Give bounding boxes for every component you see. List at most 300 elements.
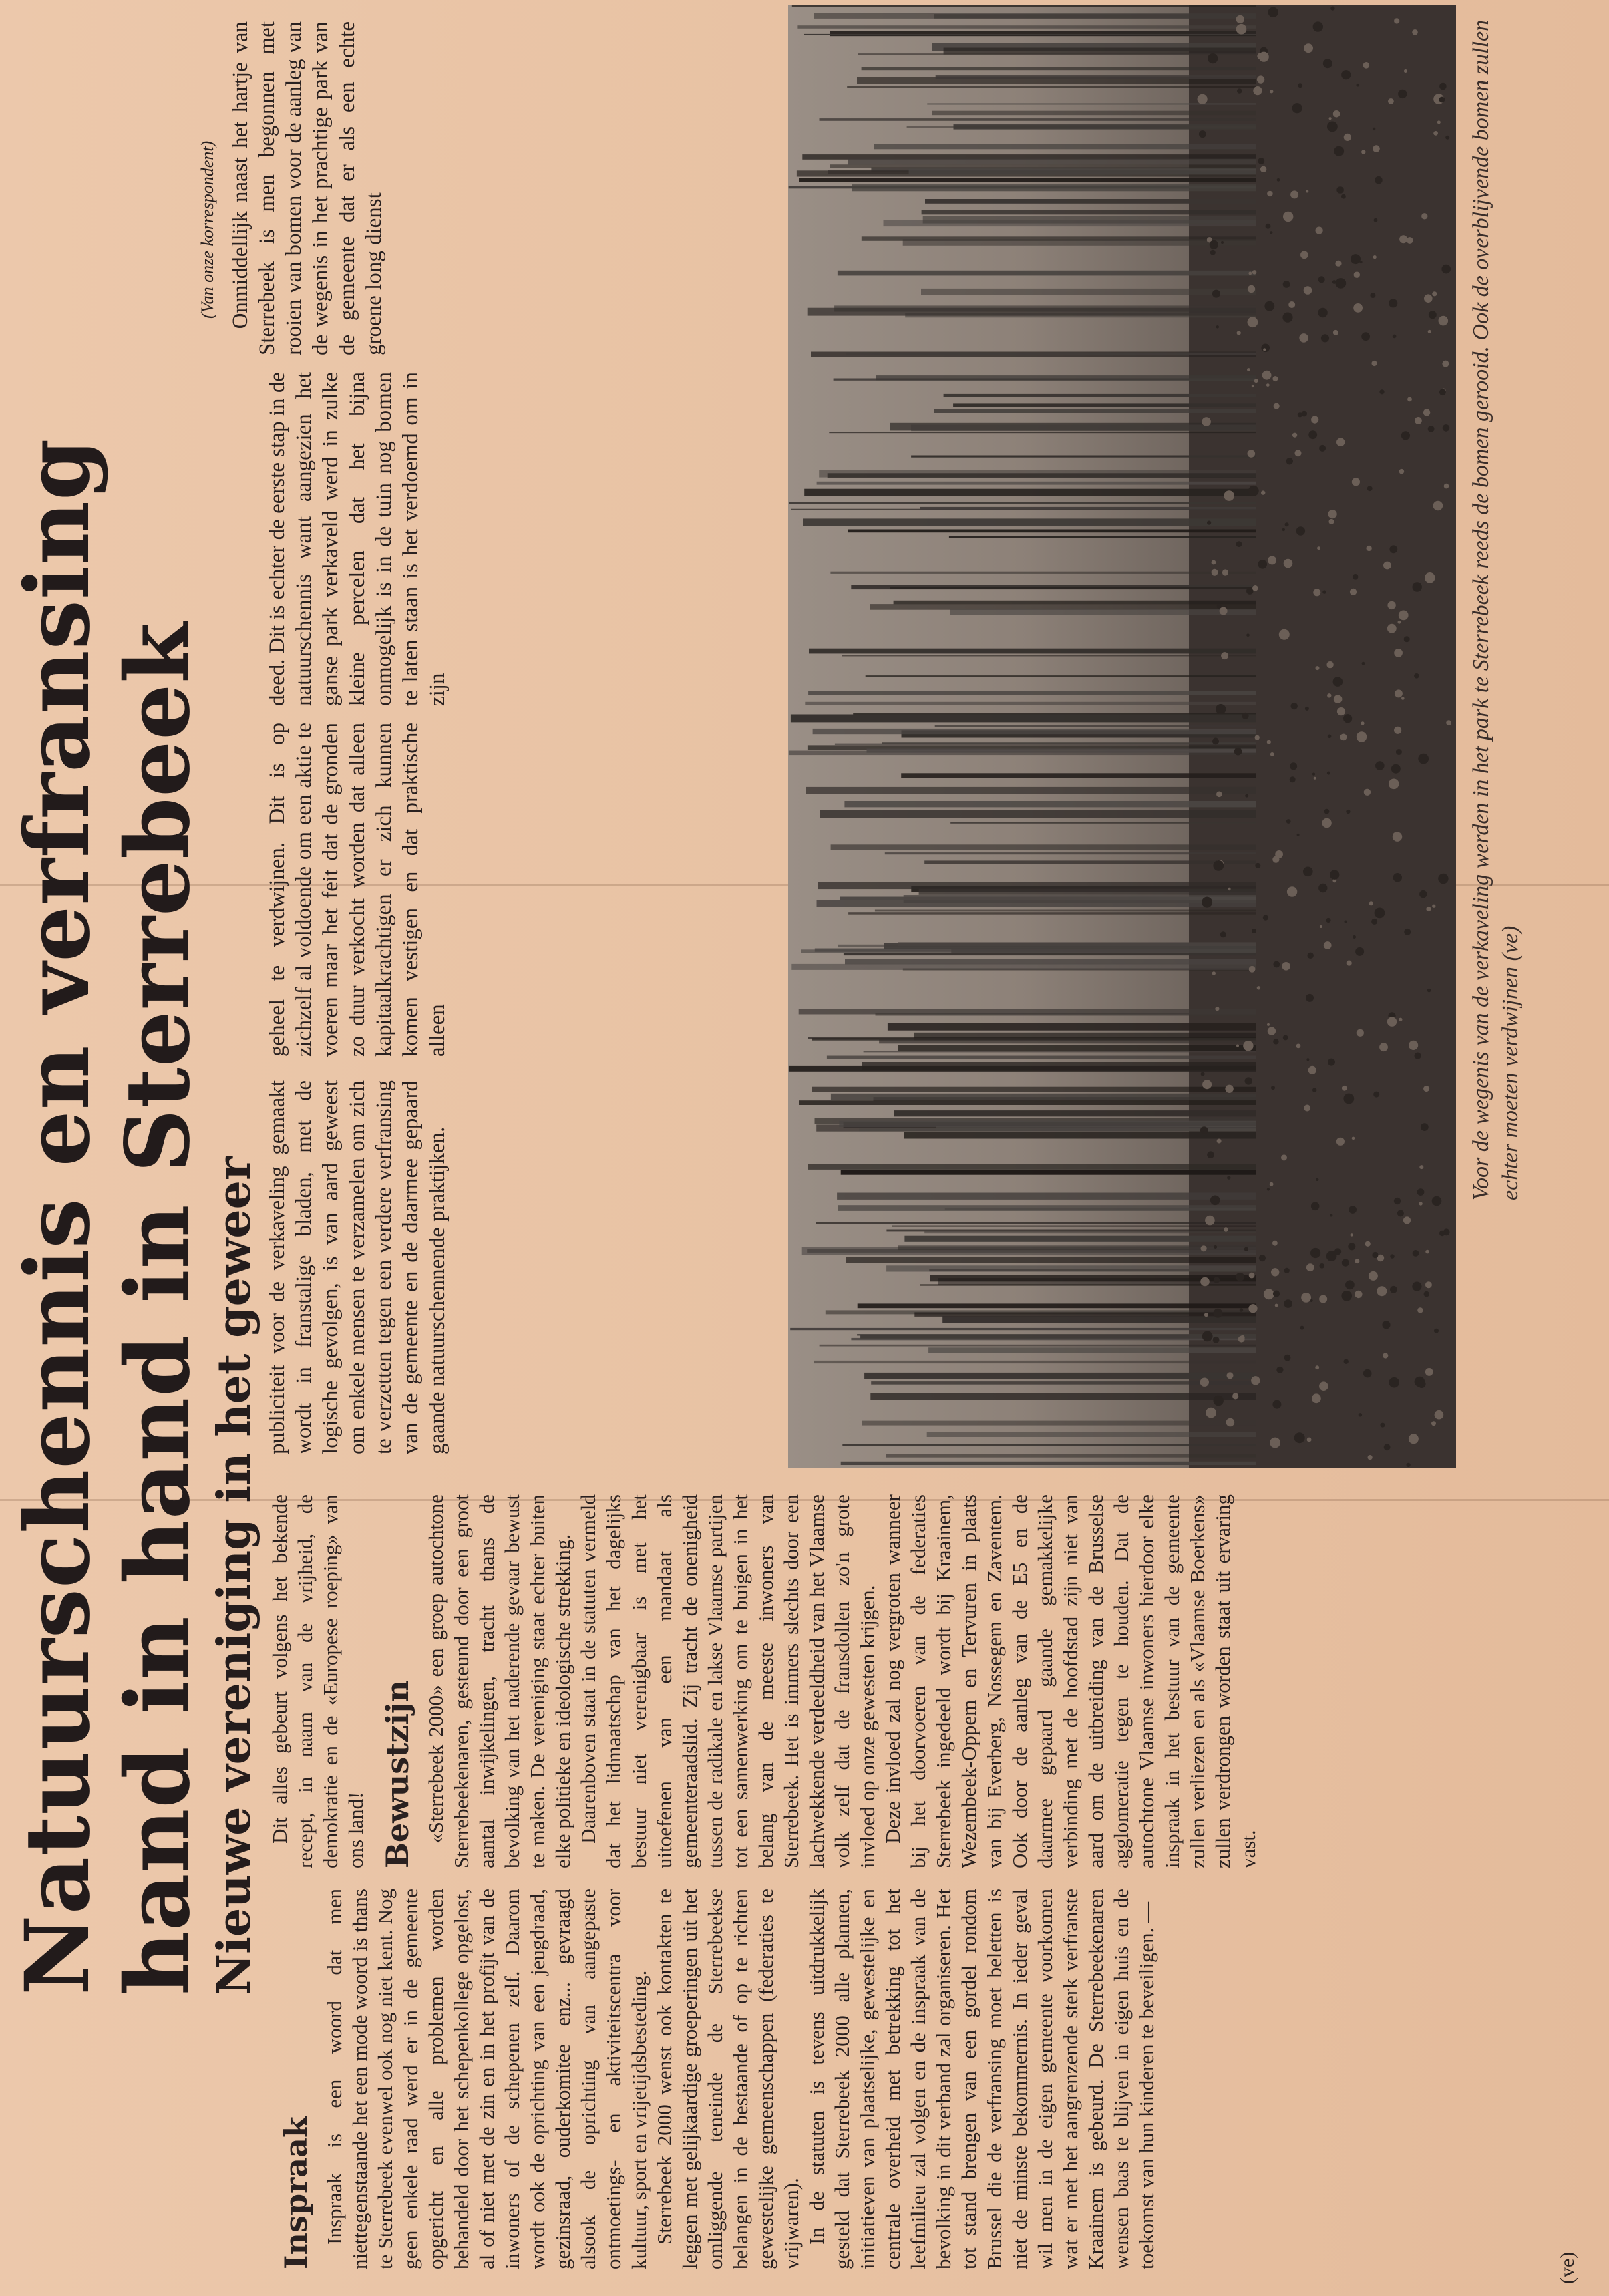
ground-speckle: [1208, 53, 1218, 63]
ground-speckle: [1202, 417, 1211, 426]
ground-speckle: [1372, 1252, 1378, 1258]
tree-trunk: [859, 1128, 1256, 1131]
ground-speckle: [1311, 1202, 1320, 1211]
ground-speckle: [1270, 231, 1272, 234]
ground-speckle: [1327, 122, 1338, 132]
tree-trunk: [858, 1303, 1256, 1308]
ground-speckle: [1399, 469, 1405, 474]
ground-speckle: [1324, 809, 1330, 814]
ground-speckle: [1270, 90, 1273, 93]
paragraph: «Sterrebeek 2000» een groep autochtone Sterrebeekenaren, gesteund door een groot aantal inwijkelingen, tracht thans de bevolking van het naderende gevaar bewust te maken. De vereniging staat echter buiten elke politieke en ideologische strekking.: [424, 1494, 574, 1868]
ground-speckle: [1320, 925, 1322, 928]
ground-speckle: [1215, 1007, 1219, 1011]
tree-trunk: [890, 587, 1256, 589]
ground-speckle: [1412, 29, 1418, 35]
ground-speckle: [1333, 677, 1343, 687]
tree-trunk: [928, 1347, 1256, 1353]
ground-speckle: [1277, 178, 1280, 182]
signature: (ve): [1556, 2251, 1578, 2284]
ground-speckle: [1267, 1188, 1270, 1190]
ground-speckle: [1301, 1293, 1311, 1303]
ground-speckle: [1322, 590, 1326, 593]
paragraph: Dit alles gebeurt volgens het bekende recept, in naam van de vrijheid, de demokratie en de «Europese roeping» van ons land!: [268, 1494, 367, 1868]
ground-speckle: [1334, 695, 1343, 703]
ground-speckle: [1442, 361, 1449, 367]
headline-line-1: Natuurschennis en verfransing: [6, 438, 110, 1995]
ground-speckle: [1312, 1393, 1321, 1403]
ground-speckle: [1212, 560, 1216, 565]
ground-speckle: [1423, 409, 1430, 416]
ground-speckle: [1346, 810, 1350, 814]
tree-trunk: [804, 489, 1256, 496]
ground-speckle: [1236, 1045, 1239, 1047]
ground-speckle: [1374, 218, 1378, 222]
ground-speckle: [1334, 146, 1344, 156]
ground-speckle: [1304, 286, 1312, 295]
tree-trunk: [919, 888, 1256, 895]
ground-speckle: [1321, 334, 1329, 342]
ground-speckle: [1224, 490, 1234, 501]
tree-trunk: [809, 649, 1256, 654]
ground-speckle: [1366, 546, 1371, 551]
ground-speckle: [1224, 1227, 1228, 1231]
ground-speckle: [1418, 1380, 1426, 1388]
ground-speckle: [1354, 272, 1360, 278]
tree-trunk: [864, 1051, 1256, 1052]
tree-trunk: [953, 403, 1256, 407]
ground-speckle: [1240, 1308, 1243, 1311]
ground-speckle: [1387, 1017, 1397, 1026]
tree-trunk: [862, 1062, 1256, 1070]
ground-speckle: [1432, 1196, 1442, 1206]
ground-speckle: [1248, 272, 1252, 275]
ground-speckle: [1304, 1105, 1310, 1112]
ground-speckle: [1379, 389, 1384, 394]
ground-speckle: [1266, 383, 1270, 387]
park-photo-trees: [788, 5, 1456, 1468]
ground-speckle: [1341, 70, 1351, 79]
tree-trunk: [894, 601, 1256, 605]
ground-speckle: [1432, 905, 1435, 908]
tree-trunk: [875, 910, 1256, 912]
ground-speckle: [1363, 1369, 1372, 1378]
ground-speckle: [1345, 921, 1347, 923]
ground-speckle: [1369, 901, 1373, 905]
ground-speckle: [1371, 361, 1377, 366]
ground-speckle: [1329, 117, 1332, 120]
ground-speckle: [1272, 1241, 1278, 1246]
ground-speckle: [1217, 604, 1222, 609]
ground-speckle: [1232, 1393, 1238, 1399]
tree-trunk: [847, 86, 1256, 88]
ground-speckle: [1202, 1080, 1212, 1089]
ground-speckle: [1202, 1331, 1213, 1342]
tree-trunk: [845, 959, 1256, 965]
ground-speckle: [1296, 1044, 1301, 1049]
tree-trunk: [817, 482, 1256, 485]
headline-line-2: hand in hand in Sterrebeek: [106, 621, 210, 1995]
ground-speckle: [1298, 83, 1302, 88]
ground-speckle: [1201, 1072, 1205, 1076]
tree-trunk: [864, 1373, 1256, 1379]
tree-trunk: [791, 715, 1256, 723]
ground-speckle: [1205, 1216, 1215, 1226]
ground-speckle: [1439, 389, 1446, 395]
ground-speckle: [1300, 251, 1308, 259]
ground-speckle: [1394, 1198, 1401, 1204]
ground-speckle: [1394, 727, 1401, 734]
ground-speckle: [1375, 176, 1383, 184]
paragraph: Sterrebeek 2000 wenst ook kontakten te leggen met gelijkaardige groeperingen uit het omliggende teneinde de Sterrebeekse belangen in de bestaande of op te richten gewestelijke gemeenschappen (federaties te vrijwaren).: [653, 1889, 803, 2269]
ground-speckle: [1268, 1027, 1276, 1035]
ground-speckle: [1247, 368, 1250, 371]
ground-speckle: [1336, 438, 1345, 446]
ground-speckle: [1345, 1280, 1355, 1289]
ground-speckle: [1245, 794, 1248, 798]
ground-speckle: [1315, 1365, 1319, 1369]
tree-trunk: [797, 25, 1256, 29]
tree-trunk: [790, 1328, 1256, 1330]
ground-speckle: [1396, 749, 1402, 755]
ground-speckle: [1351, 254, 1361, 264]
ground-speckle: [1418, 754, 1429, 764]
ground-speckle: [1409, 1041, 1418, 1050]
ground-speckle: [1320, 1263, 1325, 1269]
ground-speckle: [1363, 62, 1370, 69]
ground-speckle: [1204, 1313, 1208, 1317]
ground-speckle: [1355, 1291, 1362, 1298]
ground-speckle: [1388, 98, 1394, 104]
paragraph: Deze invloed zal nog vergroten wanneer bij het doorvoeren van de federaties Sterrebeek ingedeeld wordt bij Kraainem, Wezembeek-Oppem en Tervuren in plaats van bij Everberg, Nossegem en Zaventem. Ook door de aanleg van de E5 en de daarmee gepaard gaande gemakkelijke verbinding met de hoofdstad zijn niet van aard om de uitbreiding van de Brusselse agglomeratie tegen te houden. Dat de autochtone Vlaamse inwoners hierdoor elke inspraak in het bestuur van de gemeente zullen verliezen en als «Vlaamse Boerkens» zullen verdrongen worden staat uit ervaring vast.: [881, 1494, 1260, 1868]
ground-speckle: [1361, 721, 1364, 725]
ground-speckle: [1201, 1245, 1207, 1251]
ground-speckle: [1306, 1058, 1309, 1061]
ground-speckle: [1439, 83, 1447, 90]
byline: (Van onze korrespondent): [198, 140, 217, 319]
ground-speckle: [1371, 919, 1377, 925]
tree-trunk: [799, 1009, 1256, 1014]
ground-speckle: [1214, 1245, 1217, 1249]
ground-speckle: [1227, 1372, 1234, 1379]
ground-speckle: [1407, 1463, 1411, 1467]
ground-speckle: [1319, 445, 1326, 452]
tree-trunk: [808, 1164, 1256, 1170]
ground-speckle: [1270, 1438, 1280, 1448]
ground-speckle: [1355, 1259, 1359, 1263]
ground-speckle: [1365, 1241, 1371, 1247]
ground-speckle: [1433, 501, 1443, 511]
ground-speckle: [1352, 478, 1360, 486]
ground-speckle: [1271, 1268, 1279, 1276]
tree-trunk: [820, 1345, 1256, 1347]
tree-trunk: [925, 199, 1256, 204]
ground-speckle: [1221, 241, 1224, 244]
ground-speckle: [1330, 7, 1334, 11]
ground-speckle: [1227, 1176, 1230, 1179]
tree-trunk: [846, 353, 1256, 355]
ground-speckle: [1316, 666, 1320, 670]
ground-speckle: [1390, 1286, 1397, 1293]
ground-speckle: [1296, 526, 1305, 535]
ground-speckle: [1237, 88, 1242, 94]
ground-speckle: [1246, 587, 1254, 595]
ground-speckle: [1357, 1029, 1364, 1037]
ground-speckle: [1344, 134, 1351, 141]
ground-speckle: [1336, 186, 1344, 194]
ground-speckle: [1433, 131, 1438, 136]
ground-speckle: [1206, 1408, 1216, 1418]
tree-trunk: [808, 308, 1256, 316]
ground-speckle: [1326, 918, 1330, 923]
ground-speckle: [1327, 693, 1331, 697]
ground-speckle: [1443, 424, 1450, 432]
tree-trunk: [842, 1444, 1256, 1446]
ground-speckle: [1255, 735, 1260, 740]
ground-speckle: [1373, 255, 1377, 259]
ground-speckle: [1439, 1231, 1445, 1236]
ground-speckle: [1252, 929, 1256, 933]
ground-speckle: [1198, 94, 1208, 104]
ground-speckle: [1424, 294, 1433, 303]
ground-speckle: [1253, 86, 1262, 95]
ground-speckle: [1213, 1337, 1220, 1343]
ground-speckle: [1267, 1023, 1270, 1026]
ground-speckle: [1362, 662, 1365, 665]
ground-speckle: [1236, 15, 1244, 23]
ground-speckle: [1308, 430, 1317, 439]
ground-speckle: [1341, 194, 1346, 199]
ground-speckle: [1292, 103, 1302, 113]
ground-speckle: [1318, 276, 1325, 283]
ground-speckle: [1353, 303, 1363, 313]
ground-speckle: [1373, 1092, 1379, 1098]
ground-speckle: [1428, 426, 1435, 432]
ground-speckle: [1313, 589, 1320, 596]
ground-speckle: [1425, 1368, 1433, 1376]
paragraph: In de statuten is tevens uitdrukkelijk gesteld dat Sterrebeek 2000 alle plannen, initiatieven van plaatselijke, gewestelijke en centrale overheid met betrekking tot het leefmilieu zal volgen en de inspraak van de bevolking in dit verband zal organiseren. Het tot stand brengen van een gordel rondom Brussel die de verfransing moet beletten is niet de minste bekommernis. In ieder geval wil men in de eigen gemeente voorkomen wat er met het aangrenzende sterk verfranste Kraainem is gebeurd. De Sterrebeekenaren wensen baas te blijven in eigen huis en de toekomst van hun kinderen te beveiligen. —: [805, 1889, 1158, 2269]
tree-trunk: [922, 210, 1256, 214]
ground-speckle: [1273, 1039, 1278, 1044]
tree-trunk: [949, 536, 1256, 538]
ground-speckle: [1238, 1336, 1245, 1343]
ground-speckle: [1210, 250, 1216, 255]
ground-speckle: [1236, 541, 1242, 547]
ground-speckle: [1445, 136, 1449, 140]
tree-trunk: [805, 702, 1256, 705]
tree-trunk: [921, 289, 1256, 295]
tree-trunk: [936, 75, 1256, 79]
ground-speckle: [1249, 966, 1256, 973]
ground-speckle: [1382, 1321, 1390, 1329]
tree-trunk: [812, 1087, 1256, 1092]
ground-speckle: [1373, 145, 1380, 152]
ground-speckle: [1282, 528, 1285, 531]
tree-trunk: [841, 1170, 1256, 1174]
ground-speckle: [1342, 1086, 1347, 1091]
ground-speckle: [1312, 773, 1315, 776]
ground-speckle: [1306, 190, 1308, 192]
ground-speckle: [1221, 652, 1228, 659]
ground-speckle: [1284, 1355, 1291, 1361]
ground-speckle: [1228, 888, 1230, 890]
park-photo: [788, 5, 1456, 1468]
tree-trunk: [879, 1038, 1256, 1043]
tree-trunk: [858, 53, 1256, 55]
ground-speckle: [1421, 1123, 1429, 1131]
ground-speckle: [1270, 1182, 1274, 1186]
ground-speckle: [1446, 720, 1451, 725]
ground-speckle: [1399, 1018, 1402, 1021]
ground-speckle: [1284, 1299, 1292, 1308]
ground-speckle: [1266, 224, 1271, 229]
tree-trunk: [924, 860, 1256, 864]
ground-speckle: [1212, 569, 1218, 576]
ground-speckle: [1397, 1210, 1404, 1216]
tree-trunk: [923, 216, 1256, 224]
tree-trunk: [894, 1110, 1256, 1116]
ground-speckle: [1258, 158, 1264, 164]
ground-speckle: [1306, 994, 1314, 1002]
ground-speckle: [1275, 1304, 1278, 1307]
ground-speckle: [1226, 1418, 1235, 1427]
ground-speckle: [1212, 738, 1219, 745]
ground-speckle: [1401, 431, 1410, 440]
ground-speckle: [1419, 1165, 1423, 1169]
ground-speckle: [1273, 961, 1280, 968]
tree-trunk: [876, 375, 1256, 380]
ground-speckle: [1259, 1255, 1266, 1261]
tree-trunk: [838, 271, 1256, 276]
tree-trunk: [901, 773, 1256, 778]
section-heading-bewustzijn: Bewustzijn: [379, 1679, 415, 1868]
ground-speckle: [1249, 1273, 1255, 1279]
ground-speckle: [1342, 1259, 1349, 1267]
ground-speckle: [1434, 1329, 1439, 1333]
ground-speckle: [1407, 237, 1413, 244]
tree-trunk: [862, 67, 1256, 70]
ground-speckle: [1255, 863, 1260, 868]
ground-speckle: [1276, 1367, 1283, 1373]
ground-speckle: [1328, 510, 1337, 518]
ground-speckle: [1271, 1086, 1275, 1090]
ground-speckle: [1288, 301, 1295, 308]
ground-speckle: [1437, 120, 1441, 124]
ground-speckle: [1214, 1309, 1223, 1318]
ground-speckle: [1286, 819, 1291, 824]
ground-speckle: [1210, 1196, 1220, 1206]
tree-trunk: [831, 844, 1256, 850]
tree-trunk: [882, 742, 1256, 744]
ground-speckle: [1264, 301, 1274, 311]
ground-speckle: [1393, 873, 1402, 882]
ground-speckle: [1252, 385, 1254, 387]
ground-speckle: [1399, 611, 1409, 621]
ground-speckle: [1353, 935, 1356, 939]
ground-speckle: [1245, 1077, 1252, 1084]
tree-trunk: [852, 184, 1256, 191]
ground-speckle: [1368, 1455, 1373, 1460]
tree-trunk: [932, 111, 1256, 116]
ground-speckle: [1318, 884, 1327, 892]
ground-speckle: [1310, 1248, 1320, 1258]
ground-speckle: [1429, 311, 1437, 319]
ground-speckle: [1383, 562, 1391, 570]
ground-speckle: [1298, 412, 1302, 417]
ground-speckle: [1200, 1277, 1210, 1287]
tree-trunk: [848, 530, 1256, 533]
ground-speckle: [1295, 450, 1302, 456]
tree-trunk: [830, 572, 1256, 574]
ground-speckle: [1361, 150, 1365, 154]
tree-trunk: [935, 725, 1256, 727]
tree-trunk: [827, 1056, 1256, 1060]
tree-trunk: [924, 1231, 1256, 1233]
tree-trunk: [841, 1462, 1256, 1465]
ground-speckle: [1260, 166, 1266, 172]
tree-trunk: [848, 159, 1256, 165]
ground-speckle: [1409, 1434, 1419, 1444]
ground-speckle: [1299, 333, 1308, 343]
tree-trunk: [844, 953, 1256, 955]
ground-speckle: [1335, 261, 1341, 267]
ground-speckle: [1202, 897, 1212, 908]
article-column-6: [267, 1494, 1261, 1868]
ground-speckle: [1355, 947, 1364, 956]
ground-speckle: [1379, 1043, 1388, 1051]
ground-speckle: [1282, 313, 1292, 323]
ground-speckle: [1407, 397, 1412, 402]
ground-speckle: [1261, 344, 1270, 353]
photo-caption: Voor de wegenis van de verkaveling werden in het park te Sterrebeek reeds de bomen gerooid. Ook de overblijvende bomen zullen echter moeten verdwijnen (ve): [1469, 19, 1523, 1200]
ground-speckle: [1263, 915, 1268, 921]
ground-speckle: [1347, 961, 1352, 966]
ground-speckle: [1391, 764, 1401, 774]
ground-speckle: [1322, 818, 1331, 828]
ground-speckle: [1305, 707, 1309, 711]
tree-trunk: [802, 154, 1256, 160]
ground-speckle: [1327, 772, 1330, 775]
ground-speckle: [1199, 130, 1206, 138]
tree-trunk: [866, 675, 1256, 677]
tree-trunk: [814, 13, 1256, 19]
tree-trunk: [944, 48, 1256, 55]
ground-speckle: [1311, 416, 1318, 424]
ground-speckle: [1389, 1377, 1399, 1388]
ground-speckle: [1292, 433, 1297, 438]
ground-speckle: [1393, 335, 1397, 339]
ground-speckle: [1200, 1126, 1208, 1134]
ground-speckle: [1274, 403, 1280, 409]
ground-speckle: [1435, 1410, 1444, 1420]
tree-trunk: [934, 409, 1256, 413]
ground-speckle: [1403, 1216, 1411, 1224]
ground-speckle: [1351, 1233, 1353, 1236]
ground-speckle: [1248, 1304, 1257, 1313]
ground-speckle: [1248, 486, 1259, 496]
tree-trunk: [903, 239, 1256, 246]
tree-trunk: [874, 144, 1256, 150]
ground-speckle: [1364, 789, 1371, 796]
tree-trunk: [898, 1045, 1256, 1051]
article-column-7: [267, 1889, 1159, 2269]
ground-speckle: [1284, 1268, 1290, 1273]
ground-speckle: [1438, 874, 1448, 884]
ground-speckle: [1291, 703, 1298, 709]
ground-speckle: [1236, 1273, 1244, 1281]
ground-speckle: [1316, 1178, 1318, 1181]
tree-trunk: [803, 518, 1256, 526]
ground-speckle: [1216, 704, 1226, 714]
